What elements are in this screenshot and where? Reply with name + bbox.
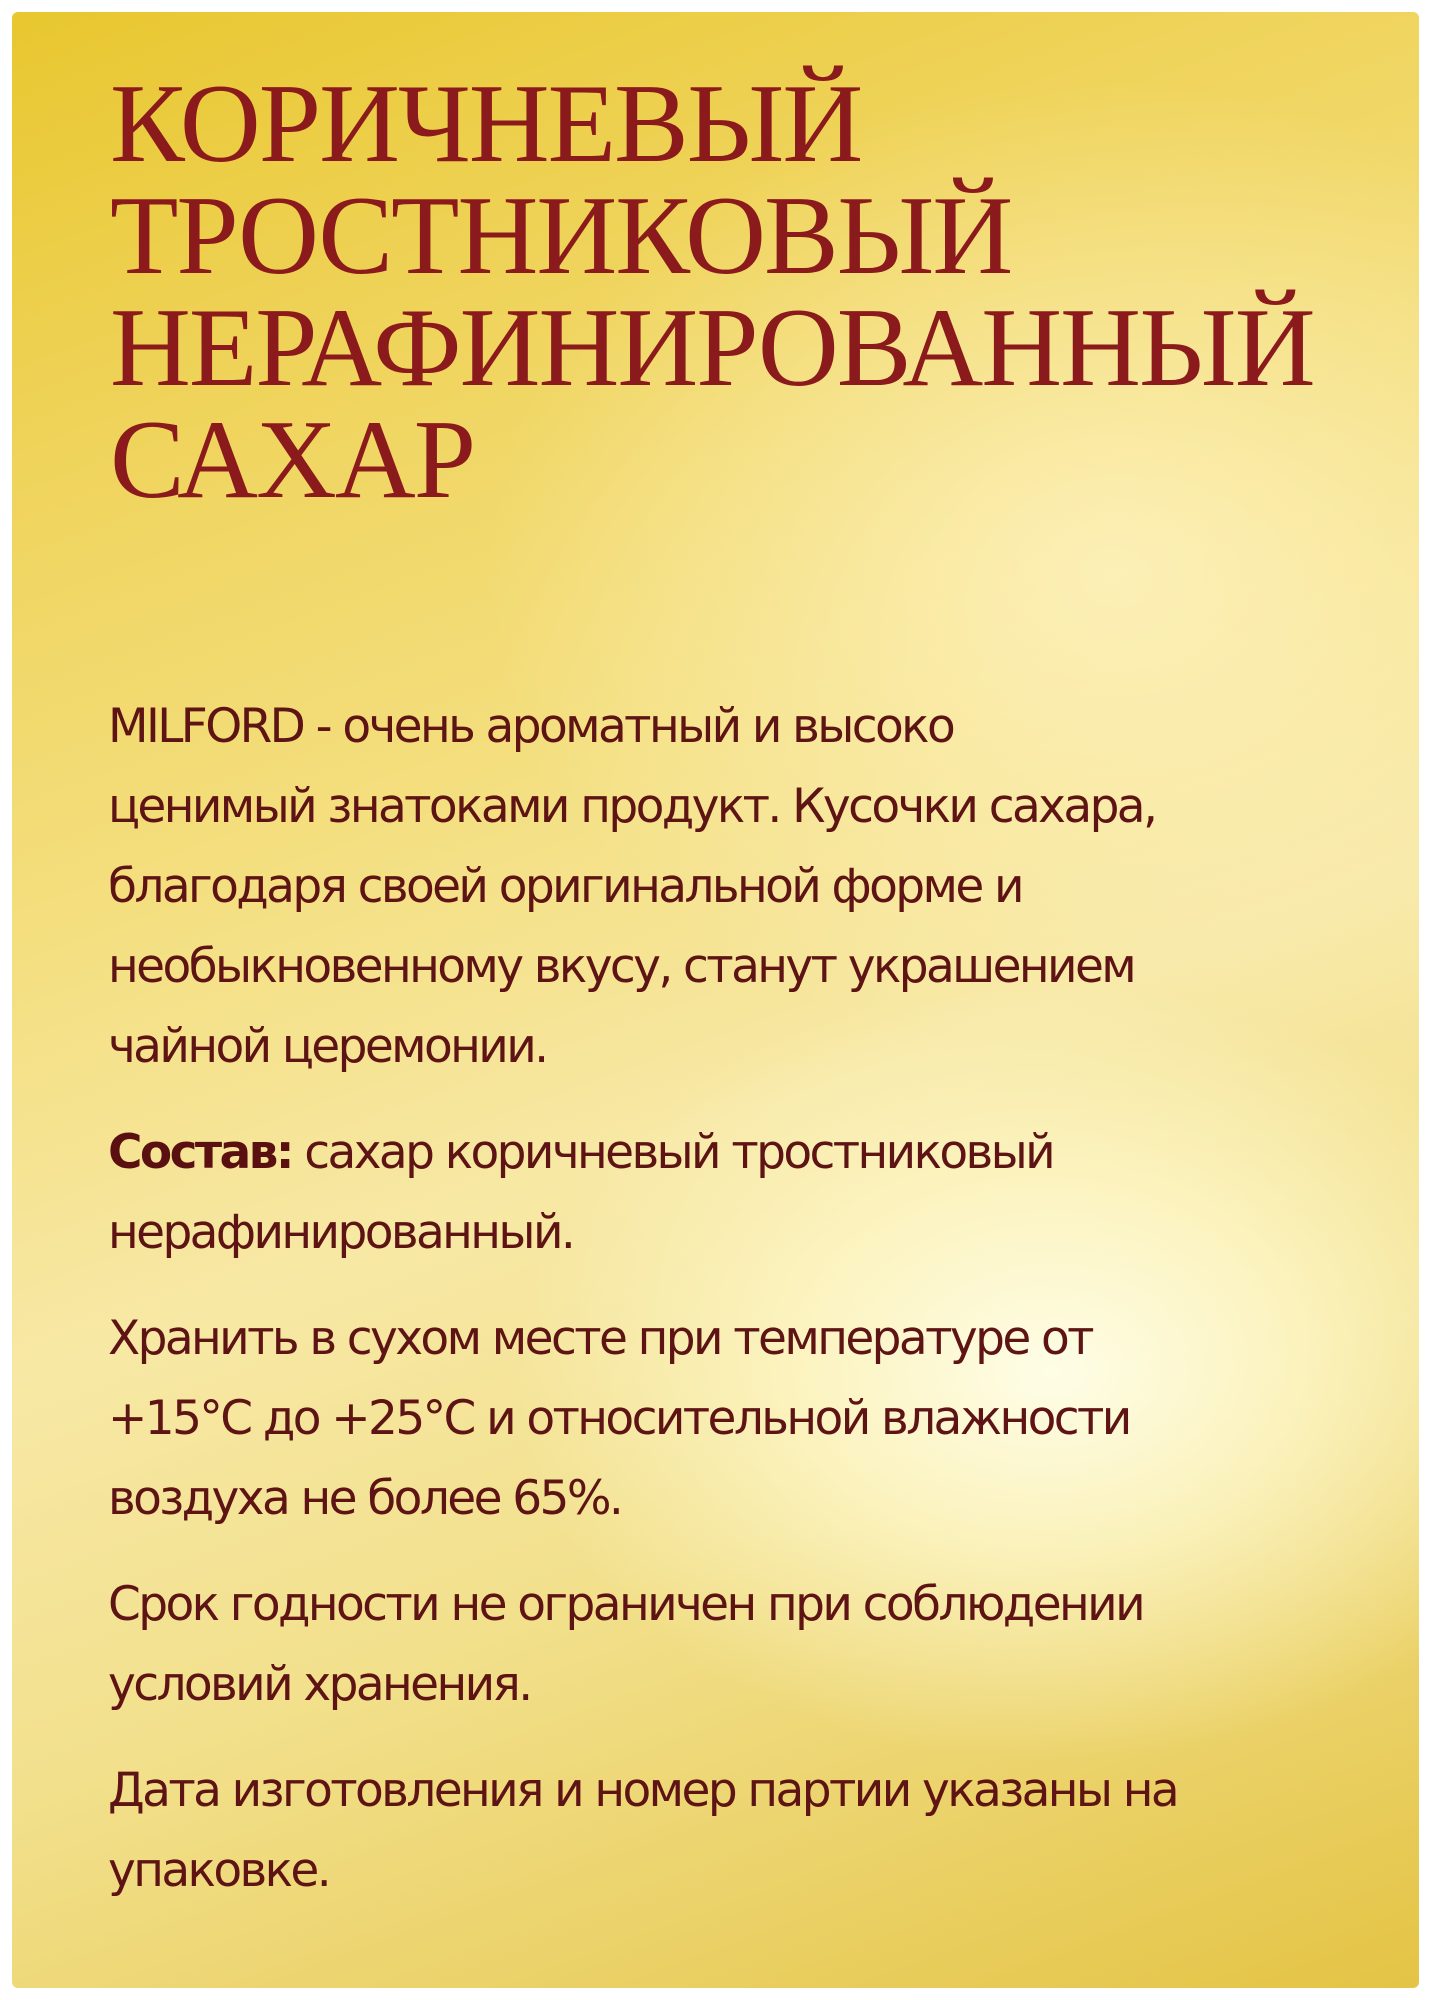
product-title-line-4: САХАР xyxy=(110,398,475,522)
storage-line: воздуха не более 65%. xyxy=(108,1471,622,1526)
shelf-life-paragraph xyxy=(108,1565,1348,1725)
description-line: чайной церемонии. xyxy=(108,1019,547,1074)
storage-line: +15°С до +25°С и относительной влажности xyxy=(108,1391,1130,1446)
production-info-paragraph xyxy=(108,1751,1348,1911)
package-label-panel xyxy=(12,12,1419,1988)
product-title-line-1: КОРИЧНЕВЫЙ xyxy=(110,62,862,186)
storage-paragraph xyxy=(108,1299,1348,1539)
product-title-line-3: НЕРАФИНИРОВАННЫЙ xyxy=(110,286,1314,410)
composition-line xyxy=(108,1113,1348,1193)
composition-paragraph xyxy=(108,1113,1348,1273)
product-title-line-2: ТРОСТНИКОВЫЙ xyxy=(110,174,1012,298)
storage-line: Хранить в сухом месте при температуре от xyxy=(108,1311,1092,1366)
description-line: MILFORD - очень ароматный и высоко xyxy=(108,699,954,754)
composition-line: нерафинированный. xyxy=(108,1205,574,1260)
shelf-life-line: Срок годности не ограничен при соблюдении xyxy=(108,1577,1144,1632)
description-line: ценимый знатоками продукт. Кусочки сахара, xyxy=(108,779,1156,834)
composition-text: сахар коричневый тростниковый xyxy=(291,1125,1054,1180)
label-body-text xyxy=(108,687,1348,1937)
description-line: необыкновенному вкусу, станут украшением xyxy=(108,939,1135,994)
description-paragraph xyxy=(108,687,1348,1087)
description-line: благодаря своей оригинальной форме и xyxy=(108,859,1022,914)
production-info-line: упаковке. xyxy=(108,1843,330,1898)
composition-label: Состав: xyxy=(108,1125,292,1180)
shelf-life-line: условий хранения. xyxy=(108,1657,531,1712)
product-title xyxy=(110,62,1314,522)
production-info-line: Дата изготовления и номер партии указаны на xyxy=(108,1763,1178,1818)
